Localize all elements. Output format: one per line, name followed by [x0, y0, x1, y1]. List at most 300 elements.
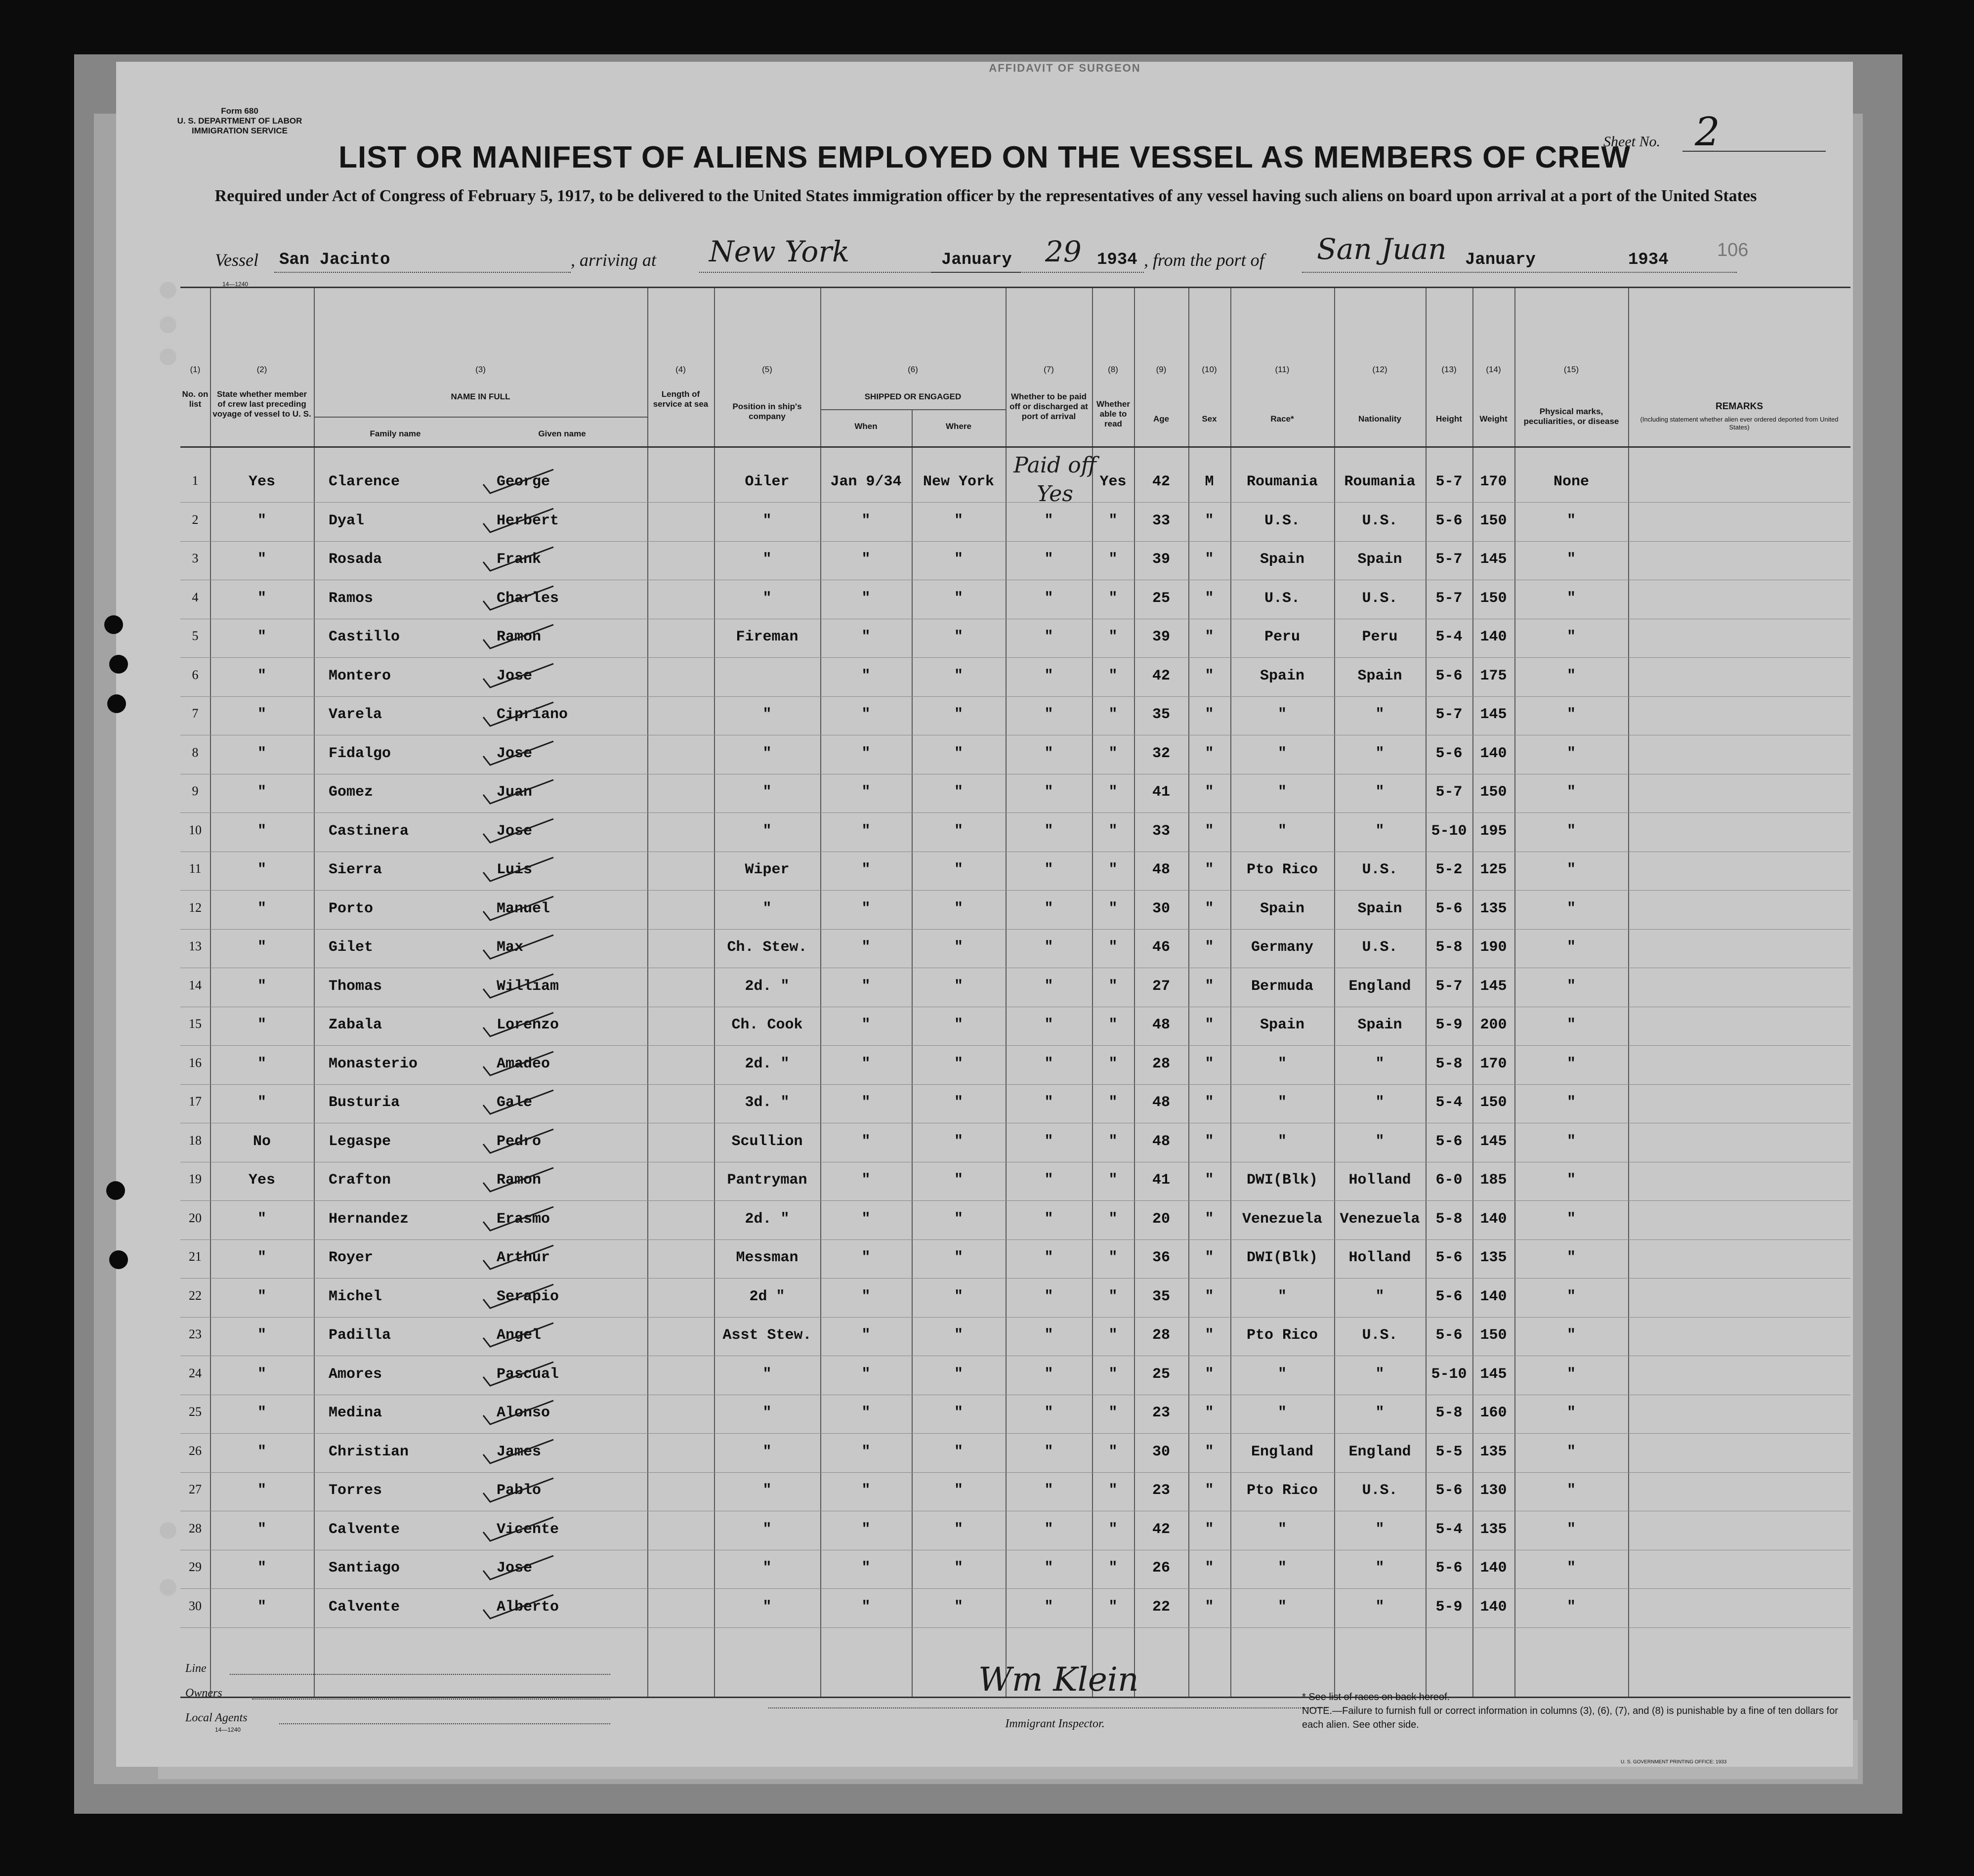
- cell-marks: ": [1566, 551, 1576, 568]
- footer-agents-label: Local Agents: [185, 1711, 248, 1724]
- cell-weight: 200: [1480, 1017, 1507, 1033]
- cell-weight: 145: [1480, 706, 1507, 723]
- cell-prev: ": [257, 1327, 266, 1344]
- header-paid-off: Whether to be paid off or discharged at port of arrival: [1009, 392, 1088, 421]
- cell-marks: ": [1566, 1055, 1576, 1072]
- table-row: [180, 464, 1850, 503]
- cell-sex: ": [1205, 512, 1214, 529]
- cell-nationality: ": [1375, 1288, 1385, 1305]
- cell-height: 5-10: [1431, 1365, 1467, 1383]
- cell-weight: 125: [1480, 861, 1507, 878]
- table-row: [180, 503, 1850, 542]
- cell-no: 1: [192, 473, 199, 488]
- cell-nationality: ": [1375, 784, 1385, 801]
- cell-where: ": [954, 551, 963, 568]
- cell-given: Serapio: [497, 1288, 559, 1305]
- header-height: Height: [1436, 414, 1462, 424]
- cell-paid: ": [1044, 706, 1053, 723]
- cell-sex: ": [1205, 745, 1214, 762]
- cell-no: 9: [192, 784, 199, 798]
- cell-sex: ": [1205, 784, 1214, 801]
- cell-height: 5-6: [1435, 1327, 1463, 1344]
- cell-when: ": [861, 706, 871, 723]
- cell-prev: ": [257, 1482, 266, 1499]
- cell-age: 42: [1152, 667, 1170, 684]
- header-position: Position in ship's company: [732, 402, 802, 421]
- cell-read: ": [1108, 1598, 1118, 1616]
- cell-marks: ": [1566, 1249, 1576, 1266]
- cell-age: 48: [1152, 1094, 1170, 1111]
- binder-hole: [160, 282, 176, 298]
- cell-read: ": [1108, 1560, 1118, 1577]
- cell-when: ": [861, 1017, 871, 1033]
- cell-paid: ": [1044, 551, 1053, 568]
- cell-weight: 140: [1480, 1560, 1507, 1577]
- header-able-to-read: Whether able to read: [1096, 399, 1130, 428]
- cell-read: ": [1108, 822, 1118, 840]
- cell-where: ": [954, 1017, 963, 1033]
- cell-paid: ": [1044, 1327, 1053, 1344]
- binder-hole: [109, 655, 128, 674]
- cell-marks: ": [1566, 784, 1576, 801]
- cell-prev: Yes: [248, 1172, 275, 1189]
- cell-position: Scullion: [731, 1133, 803, 1150]
- table-row: [180, 619, 1850, 658]
- cell-where: ": [954, 1443, 963, 1460]
- checkmark-icon: [479, 1554, 558, 1583]
- cell-marks: ": [1566, 1405, 1576, 1421]
- col-num: (6): [908, 365, 918, 374]
- cell-prev: ": [257, 1365, 266, 1383]
- cell-when: ": [861, 1327, 871, 1344]
- cell-prev: ": [257, 745, 266, 762]
- cell-where: ": [954, 822, 963, 840]
- cell-paid: ": [1044, 1443, 1053, 1460]
- cell-when: ": [861, 1094, 871, 1111]
- cell-family: Crafton: [329, 1172, 391, 1189]
- checkmark-icon: [479, 584, 558, 614]
- footer-line-label: Line: [185, 1662, 207, 1675]
- cell-race: Pto Rico: [1246, 861, 1318, 878]
- binder-hole: [160, 348, 176, 365]
- cell-sex: M: [1205, 473, 1214, 490]
- cell-position: ": [762, 1405, 772, 1421]
- col-num: (7): [1044, 365, 1054, 374]
- cell-weight: 145: [1480, 551, 1507, 568]
- cell-height: 5-4: [1435, 629, 1463, 645]
- table-row: [180, 541, 1850, 580]
- header-remarks: REMARKS: [1715, 401, 1764, 412]
- cell-sex: ": [1205, 1598, 1214, 1616]
- binder-hole: [106, 1181, 125, 1200]
- cell-height: 5-6: [1435, 667, 1463, 684]
- cell-read: ": [1108, 1521, 1118, 1538]
- cell-given: William: [497, 978, 559, 995]
- cell-height: 5-6: [1435, 1249, 1463, 1266]
- cell-given: Arthur: [497, 1249, 550, 1266]
- cell-given: Pablo: [497, 1482, 542, 1499]
- cell-family: Santiago: [329, 1560, 400, 1577]
- checkmark-icon: [479, 817, 558, 847]
- penalty-note: NOTE.—Failure to furnish full or correct information in columns (3), (6), (7), and (8) is punishable by a fine of ten dollars for each alien. See other side.: [1302, 1705, 1838, 1730]
- cell-given: George: [497, 473, 550, 490]
- cell-family: Gilet: [329, 939, 374, 956]
- cell-race: Bermuda: [1251, 978, 1314, 995]
- cell-no: 26: [189, 1443, 202, 1458]
- cell-marks: ": [1566, 1598, 1576, 1616]
- cell-sex: ": [1205, 551, 1214, 568]
- cell-race: DWI(Blk): [1246, 1172, 1318, 1189]
- cell-age: 30: [1152, 900, 1170, 917]
- cell-sex: ": [1205, 861, 1214, 878]
- cell-given: Jose: [497, 745, 533, 762]
- cell-paid: ": [1044, 784, 1053, 801]
- cell-where: New York: [923, 473, 995, 490]
- cell-marks: ": [1566, 861, 1576, 878]
- cell-position: ": [762, 745, 772, 762]
- cell-read: ": [1108, 1094, 1118, 1111]
- cell-read: ": [1108, 1055, 1118, 1072]
- header-age: Age: [1153, 414, 1170, 424]
- cell-nationality: ": [1375, 1133, 1385, 1150]
- cell-weight: 190: [1480, 939, 1507, 956]
- cell-race: U.S.: [1264, 512, 1300, 529]
- cell-nationality: U.S.: [1362, 512, 1398, 529]
- cell-weight: 150: [1480, 1327, 1507, 1344]
- cell-read: ": [1108, 861, 1118, 878]
- cell-when: ": [861, 1560, 871, 1577]
- cell-weight: 150: [1480, 1094, 1507, 1111]
- table-row: [180, 658, 1850, 697]
- cell-family: Porto: [329, 900, 374, 917]
- cell-height: 5-8: [1435, 1055, 1463, 1072]
- cell-prev: ": [257, 939, 266, 956]
- inspector-label: Immigrant Inspector.: [1005, 1717, 1105, 1730]
- cell-family: Sierra: [329, 861, 382, 878]
- cell-prev: ": [257, 1560, 266, 1577]
- cell-position: Oiler: [745, 473, 790, 490]
- cell-given: Ramon: [497, 1172, 542, 1189]
- cell-weight: 140: [1480, 1288, 1507, 1305]
- cell-marks: ": [1566, 1288, 1576, 1305]
- checkmark-icon: [479, 623, 558, 652]
- cell-race: Germany: [1251, 939, 1314, 956]
- checkmark-icon: [479, 1360, 558, 1390]
- cell-given: Frank: [497, 551, 542, 568]
- cell-prev: ": [257, 784, 266, 801]
- cell-height: 5-8: [1435, 1405, 1463, 1421]
- col-num: (8): [1108, 365, 1118, 374]
- cell-height: 5-6: [1435, 1133, 1463, 1150]
- cell-no: 16: [189, 1055, 202, 1070]
- cell-age: 23: [1152, 1405, 1170, 1421]
- cell-marks: ": [1566, 1521, 1576, 1538]
- cell-nationality: Venezuela: [1340, 1210, 1420, 1228]
- cell-position: ": [762, 784, 772, 801]
- inspector-signature: Wm Klein: [978, 1661, 1139, 1699]
- cell-family: Michel: [329, 1288, 382, 1305]
- cell-height: 5-6: [1435, 745, 1463, 762]
- cell-no: 24: [189, 1365, 202, 1380]
- table-row: [180, 929, 1850, 968]
- header-shipped-engaged: SHIPPED OR ENGAGED: [864, 392, 962, 401]
- table-row: [180, 891, 1850, 930]
- cell-where: ": [954, 784, 963, 801]
- cell-height: 5-6: [1435, 1560, 1463, 1577]
- cell-given: Cipriano: [497, 706, 568, 723]
- cell-sex: ": [1205, 667, 1214, 684]
- cell-read: ": [1108, 784, 1118, 801]
- cell-weight: 135: [1480, 1249, 1507, 1266]
- cell-marks: ": [1566, 629, 1576, 645]
- table-row: [180, 1201, 1850, 1240]
- cell-weight: 195: [1480, 822, 1507, 840]
- departure-year: 1934: [1628, 251, 1669, 269]
- cell-read: ": [1108, 551, 1118, 568]
- cell-given: Vicente: [497, 1521, 559, 1538]
- cell-height: 5-10: [1431, 822, 1467, 840]
- cell-read: ": [1108, 745, 1118, 762]
- cell-no: 19: [189, 1172, 202, 1186]
- header-family-name: Family name: [370, 429, 421, 438]
- cell-weight: 170: [1480, 1055, 1507, 1072]
- cell-age: 42: [1152, 473, 1170, 490]
- cell-race: Venezuela: [1242, 1210, 1323, 1228]
- cell-age: 48: [1152, 1133, 1170, 1150]
- col-num: (2): [256, 365, 267, 374]
- checkmark-icon: [479, 700, 558, 730]
- cell-race: Pto Rico: [1246, 1327, 1318, 1344]
- cell-no: 10: [189, 822, 202, 837]
- cell-when: ": [861, 1405, 871, 1421]
- cell-family: Amores: [329, 1365, 382, 1383]
- cell-age: 33: [1152, 822, 1170, 840]
- cell-weight: 160: [1480, 1405, 1507, 1421]
- cell-nationality: ": [1375, 1560, 1385, 1577]
- cell-marks: ": [1566, 1133, 1576, 1150]
- cell-given: Ramon: [497, 629, 542, 645]
- cell-position: ": [762, 551, 772, 568]
- cell-nationality: Holland: [1348, 1172, 1411, 1189]
- cell-read: ": [1108, 1443, 1118, 1460]
- cell-no: 22: [189, 1288, 202, 1303]
- footer-owners-label: Owners: [185, 1687, 222, 1700]
- cell-when: ": [861, 1210, 871, 1228]
- vessel-label: Vessel: [215, 250, 258, 270]
- cell-no: 21: [189, 1249, 202, 1264]
- cell-paid: ": [1044, 745, 1053, 762]
- cell-nationality: ": [1375, 745, 1385, 762]
- cell-age: 23: [1152, 1482, 1170, 1499]
- cell-weight: 135: [1480, 1521, 1507, 1538]
- table-row: [180, 1356, 1850, 1395]
- cell-marks: ": [1566, 706, 1576, 723]
- cell-nationality: U.S.: [1362, 590, 1398, 607]
- table-row: [180, 1511, 1850, 1550]
- cell-given: Juan: [497, 784, 533, 801]
- cell-sex: ": [1205, 629, 1214, 645]
- cell-family: Gomez: [329, 784, 374, 801]
- cell-height: 6-0: [1435, 1172, 1463, 1189]
- cell-paid: ": [1044, 1133, 1053, 1150]
- cell-family: Busturia: [329, 1094, 400, 1111]
- cell-no: 27: [189, 1482, 202, 1496]
- cell-race: Pto Rico: [1246, 1482, 1318, 1499]
- cell-sex: ": [1205, 590, 1214, 607]
- cell-age: 42: [1152, 1521, 1170, 1538]
- sheet-stamp: 106: [1717, 240, 1749, 260]
- cell-no: 11: [189, 861, 202, 876]
- checkmark-icon: [479, 1399, 558, 1428]
- form-service: IMMIGRATION SERVICE: [192, 126, 288, 135]
- cell-paid: ": [1044, 1365, 1053, 1383]
- cell-sex: ": [1205, 1521, 1214, 1538]
- cell-marks: ": [1566, 590, 1576, 607]
- cell-given: James: [497, 1443, 542, 1460]
- cell-marks: ": [1566, 1094, 1576, 1111]
- cell-family: Monasterio: [329, 1055, 418, 1072]
- cell-paid: ": [1044, 1210, 1053, 1228]
- arrival-month: January: [941, 251, 1012, 269]
- cell-height: 5-8: [1435, 1210, 1463, 1228]
- cell-where: ": [954, 978, 963, 995]
- cell-read: ": [1108, 939, 1118, 956]
- cell-given: Charles: [497, 590, 559, 607]
- cell-position: ": [762, 1598, 772, 1616]
- table-row: [180, 696, 1850, 735]
- cell-position: Wiper: [745, 861, 790, 878]
- print-code: 14—1240: [222, 281, 249, 288]
- cell-race: ": [1277, 1133, 1287, 1150]
- cell-prev: ": [257, 978, 266, 995]
- cell-where: ": [954, 1521, 963, 1538]
- cell-weight: 130: [1480, 1482, 1507, 1499]
- cell-prev: ": [257, 822, 266, 840]
- col-num: (14): [1486, 365, 1501, 374]
- cell-paid: ": [1044, 629, 1053, 645]
- checkmark-icon: [479, 662, 558, 691]
- cell-read: ": [1108, 1482, 1118, 1499]
- cell-when: ": [861, 629, 871, 645]
- checkmark-icon: [479, 1127, 558, 1157]
- cell-age: 46: [1152, 939, 1170, 956]
- cell-weight: 185: [1480, 1172, 1507, 1189]
- cell-nationality: ": [1375, 1365, 1385, 1383]
- header-nationality: Nationality: [1358, 414, 1401, 424]
- cell-prev: ": [257, 1055, 266, 1072]
- cell-given: Jose: [497, 667, 533, 684]
- cell-when: ": [861, 551, 871, 568]
- affidavit-heading: AFFIDAVIT OF SURGEON: [989, 62, 1141, 74]
- cell-sex: ": [1205, 822, 1214, 840]
- cell-height: 5-6: [1435, 1288, 1463, 1305]
- cell-prev: ": [257, 1598, 266, 1616]
- table-row: [180, 1162, 1850, 1201]
- cell-age: 22: [1152, 1598, 1170, 1616]
- cell-position: Ch. Cook: [731, 1017, 803, 1033]
- table-row: [180, 1084, 1850, 1123]
- cell-prev: Yes: [248, 473, 275, 490]
- cell-family: Castillo: [329, 629, 400, 645]
- cell-when: ": [861, 861, 871, 878]
- cell-family: Ramos: [329, 590, 374, 607]
- header-where: Where: [946, 422, 971, 431]
- cell-nationality: Roumania: [1344, 473, 1416, 490]
- cell-race: U.S.: [1264, 590, 1300, 607]
- paid-off-handwritten-note: Paid off Yes: [1013, 453, 1096, 507]
- cell-prev: ": [257, 512, 266, 529]
- vessel-underline: [274, 272, 571, 273]
- cell-age: 25: [1152, 590, 1170, 607]
- cell-weight: 140: [1480, 1210, 1507, 1228]
- cell-when: ": [861, 822, 871, 840]
- cell-when: ": [861, 667, 871, 684]
- cell-marks: ": [1566, 1327, 1576, 1344]
- cell-no: 17: [189, 1094, 202, 1109]
- cell-when: ": [861, 590, 871, 607]
- cell-race: Spain: [1260, 900, 1304, 917]
- cell-sex: ": [1205, 706, 1214, 723]
- cell-age: 35: [1152, 706, 1170, 723]
- cell-age: 39: [1152, 629, 1170, 645]
- cell-prev: ": [257, 1094, 266, 1111]
- cell-height: 5-4: [1435, 1521, 1463, 1538]
- cell-race: Roumania: [1246, 473, 1318, 490]
- cell-nationality: Spain: [1357, 1017, 1402, 1033]
- col-num: (1): [190, 365, 201, 374]
- cell-no: 4: [192, 590, 199, 604]
- race-note: * See list of races on back hereof.: [1302, 1692, 1450, 1703]
- arriving-port: New York: [709, 235, 850, 268]
- cell-read: ": [1108, 1172, 1118, 1189]
- cell-prev: No: [252, 1133, 271, 1150]
- cell-nationality: ": [1375, 1055, 1385, 1072]
- checkmark-icon: [479, 1476, 558, 1506]
- binder-hole: [104, 615, 123, 634]
- cell-where: ": [954, 1288, 963, 1305]
- cell-position: Ch. Stew.: [727, 939, 807, 956]
- cell-where: ": [954, 1327, 963, 1344]
- cell-weight: 140: [1480, 745, 1507, 762]
- cell-marks: ": [1566, 1560, 1576, 1577]
- cell-age: 28: [1152, 1327, 1170, 1344]
- cell-no: 23: [189, 1327, 202, 1341]
- cell-nationality: ": [1375, 1598, 1385, 1616]
- cell-no: 28: [189, 1521, 202, 1535]
- cell-position: Pantryman: [727, 1172, 807, 1189]
- cell-family: Clarence: [329, 473, 400, 490]
- cell-nationality: ": [1375, 822, 1385, 840]
- cell-no: 18: [189, 1133, 202, 1148]
- cell-position: ": [762, 900, 772, 917]
- cell-family: Royer: [329, 1249, 374, 1266]
- cell-no: 25: [189, 1405, 202, 1419]
- cell-read: ": [1108, 1017, 1118, 1033]
- cell-age: 28: [1152, 1055, 1170, 1072]
- col-num: (15): [1563, 365, 1579, 374]
- cell-when: ": [861, 1598, 871, 1616]
- cell-position: ": [762, 706, 772, 723]
- cell-family: Rosada: [329, 551, 382, 568]
- table-row: [180, 1589, 1850, 1628]
- table-row: [180, 1550, 1850, 1589]
- cell-read: ": [1108, 512, 1118, 529]
- table-row: [180, 735, 1850, 774]
- cell-given: Max: [497, 939, 524, 956]
- cell-race: ": [1277, 745, 1287, 762]
- cell-family: Calvente: [329, 1598, 400, 1616]
- cell-where: ": [954, 1560, 963, 1577]
